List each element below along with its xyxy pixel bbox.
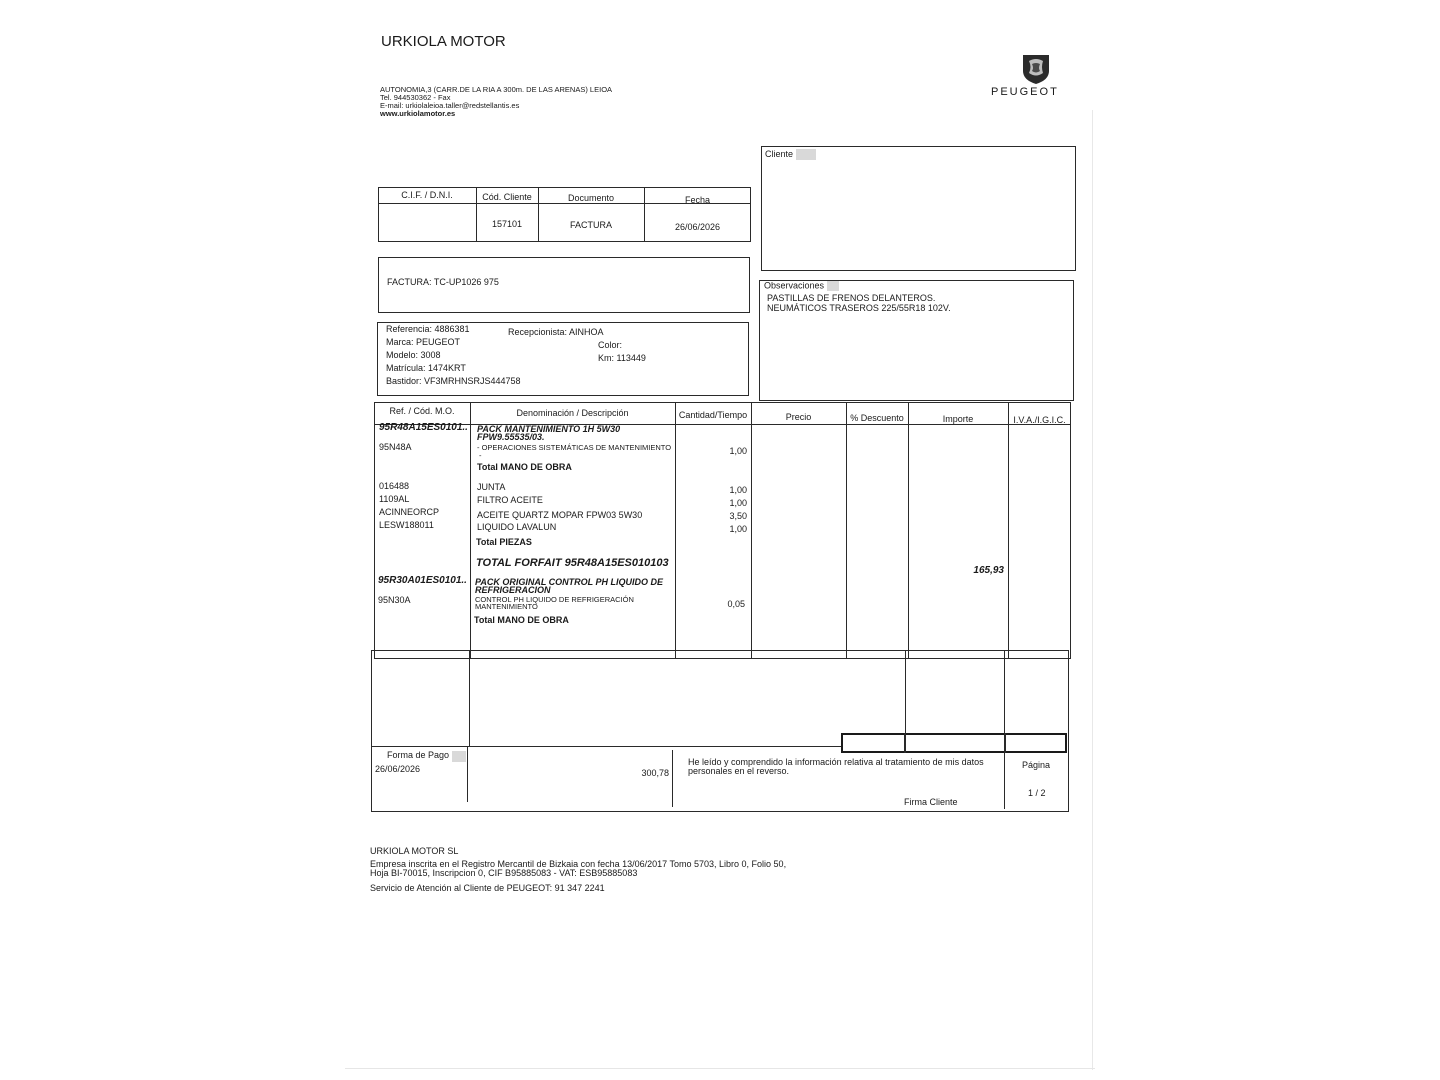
page-value: 1 / 2 bbox=[1028, 788, 1046, 798]
part-3-qty: 3,50 bbox=[729, 511, 747, 521]
col-descripcion: Denominación / Descripción bbox=[516, 408, 629, 418]
header-cif: C.I.F. / D.N.I. bbox=[401, 190, 453, 200]
lines-col-sep-6 bbox=[1008, 402, 1009, 659]
page-edge-bottom bbox=[345, 1068, 1095, 1069]
brand-name: PEUGEOT bbox=[991, 86, 1059, 98]
privacy-text-1: He leído y comprendido la información relativa al tratamiento de mis datos bbox=[688, 757, 984, 767]
total-forfait: TOTAL FORFAIT 95R48A15ES010103 bbox=[476, 557, 669, 569]
part-1-qty: 1,00 bbox=[729, 485, 747, 495]
legal-line-2: Hoja BI-70015, Inscripcion 0, CIF B95885083 - VAT: ESB95885083 bbox=[370, 868, 638, 878]
client-label bbox=[765, 149, 816, 160]
part-1-desc: JUNTA bbox=[477, 482, 506, 492]
total-mo1: Total MANO DE OBRA bbox=[477, 462, 572, 472]
payment-amount: 300,78 bbox=[641, 768, 669, 778]
payment-col-sep-2 bbox=[672, 750, 673, 807]
observations-line-2: NEUMÁTICOS TRASEROS 225/55R18 102V. bbox=[767, 303, 951, 313]
pack1-title-1: PACK MANTENIMIENTO 1H 5W30 bbox=[477, 424, 621, 434]
totals-box bbox=[371, 650, 1069, 812]
col-precio: Precio bbox=[785, 412, 812, 422]
mo1-desc2: - bbox=[479, 451, 482, 460]
invoice-number: FACTURA: TC-UP1026 975 bbox=[387, 277, 499, 287]
signature-label: Firma Cliente bbox=[904, 797, 958, 807]
pack1-ref: 95R48A15ES0101.. bbox=[379, 422, 468, 433]
lines-col-sep-4 bbox=[846, 402, 847, 659]
col-cantidad: Cantidad/Tiempo bbox=[678, 410, 748, 420]
value-documento: FACTURA bbox=[569, 220, 612, 230]
pack2-title-2: REFRIGERACION bbox=[475, 585, 551, 595]
part-4-qty: 1,00 bbox=[729, 524, 747, 534]
part-4-ref: LESW188011 bbox=[379, 520, 434, 530]
payment-divider bbox=[371, 746, 841, 747]
col-iva: I.V.A./I.G.I.C. bbox=[1013, 415, 1066, 425]
pack2-title-1: PACK ORIGINAL CONTROL PH LIQUIDO DE bbox=[475, 577, 664, 587]
totals-col-sep-2 bbox=[905, 650, 906, 746]
forfait-amount: 165,93 bbox=[973, 565, 1004, 576]
observations-label bbox=[764, 281, 839, 291]
redacted-block bbox=[452, 751, 466, 762]
lines-col-sep-2 bbox=[675, 402, 676, 659]
legal-company: URKIOLA MOTOR SL bbox=[370, 846, 459, 856]
mo1-ref: 95N48A bbox=[379, 442, 412, 452]
page-col-sep bbox=[1004, 753, 1005, 809]
vehicle-bastidor: Bastidor: VF3MRHNSRJS444758 bbox=[386, 376, 521, 386]
header-documento: Documento bbox=[567, 193, 615, 203]
header-cod-cliente: Cód. Cliente bbox=[482, 192, 532, 202]
vehicle-modelo: Modelo: 3008 bbox=[386, 350, 441, 360]
col-descuento: % Descuento bbox=[850, 413, 904, 423]
mo2-ref: 95N30A bbox=[378, 595, 411, 605]
lines-col-sep-3 bbox=[751, 402, 752, 659]
company-phone: Tel. 944530362 - Fax bbox=[380, 93, 451, 102]
mo2-desc2: MANTENIMIENTO bbox=[475, 602, 538, 611]
company-web: www.urkiolamotor.es bbox=[380, 109, 456, 118]
vehicle-matricula: Matrícula: 1474KRT bbox=[386, 363, 466, 373]
company-name: URKIOLA MOTOR bbox=[381, 33, 506, 50]
payment-date: 26/06/2026 bbox=[375, 764, 421, 774]
part-2-qty: 1,00 bbox=[729, 498, 747, 508]
lion-shield-icon bbox=[1019, 51, 1053, 85]
pack1-title-2: FPW9.55535/03. bbox=[477, 432, 545, 442]
totals-col-sep-3 bbox=[1004, 650, 1005, 746]
vehicle-referencia: Referencia: 4886381 bbox=[386, 324, 470, 334]
redacted-block bbox=[796, 149, 816, 160]
mo1-qty: 1,00 bbox=[729, 446, 747, 456]
observations-line-1: PASTILLAS DE FRENOS DELANTEROS. bbox=[767, 293, 936, 303]
pack2-ref: 95R30A01ES0101.. bbox=[378, 575, 467, 586]
vehicle-color: Color: bbox=[598, 340, 623, 350]
page-label: Página bbox=[1022, 760, 1051, 770]
client-label-text: Cliente bbox=[765, 148, 794, 159]
lines-col-sep-5 bbox=[908, 402, 909, 659]
vehicle-recepcionista: Recepcionista: AINHOA bbox=[508, 327, 604, 337]
vehicle-km: Km: 113449 bbox=[598, 353, 646, 363]
lines-col-sep-1 bbox=[470, 402, 471, 659]
totals-cells-sep-1 bbox=[904, 733, 906, 753]
part-2-ref: 1109AL bbox=[379, 494, 410, 504]
part-4-desc: LIQUIDO LAVALUN bbox=[477, 522, 557, 532]
privacy-text-2: personales en el reverso. bbox=[688, 766, 790, 776]
totals-cells bbox=[841, 733, 1067, 753]
vehicle-marca: Marca: PEUGEOT bbox=[386, 337, 461, 347]
part-3-ref: ACINNEORCP bbox=[379, 507, 440, 517]
header-fecha: Fecha bbox=[684, 195, 710, 205]
legal-line-1: Empresa inscrita en el Registro Mercantil de Bizkaia con fecha 13/06/2017 Tomo 5703, Libro 0, Folio 50, bbox=[370, 859, 787, 869]
total-mo2: Total MANO DE OBRA bbox=[474, 615, 569, 625]
client-box bbox=[761, 146, 1076, 271]
payment-label: Forma de Pago bbox=[387, 750, 450, 760]
value-cod-cliente: 157101 bbox=[491, 219, 523, 229]
legal-service: Servicio de Atención al Cliente de PEUGEOT: 91 347 2241 bbox=[370, 883, 605, 893]
mo1-desc: - OPERACIONES SISTEMÁTICAS DE MANTENIMIENTO bbox=[477, 443, 672, 452]
mo2-qty: 0,05 bbox=[727, 599, 745, 609]
company-address: AUTONOMIA,3 (CARR.DE LA RIA A 300m. DE LAS ARENAS) LEIOA bbox=[380, 85, 613, 94]
page-edge-right bbox=[1092, 110, 1093, 1070]
redacted-block bbox=[827, 281, 839, 291]
observations-label-text: Observaciones bbox=[764, 280, 825, 291]
payment-col-sep-1 bbox=[467, 746, 468, 802]
totals-col-sep-1 bbox=[469, 650, 470, 746]
company-email: E-mail: urkiolaleioa.taller@redstellantis.es bbox=[380, 101, 520, 110]
part-1-ref: 016488 bbox=[379, 481, 410, 491]
part-3-desc: ACEITE QUARTZ MOPAR FPW03 5W30 bbox=[477, 510, 643, 520]
mo2-desc: CONTROL PH LIQUIDO DE REFRIGERACIÓN bbox=[475, 595, 634, 604]
totals-cells-sep-2 bbox=[1004, 733, 1006, 753]
part-2-desc: FILTRO ACEITE bbox=[477, 495, 543, 505]
col-importe: Importe bbox=[942, 414, 974, 424]
value-fecha: 26/06/2026 bbox=[674, 222, 721, 232]
total-piezas: Total PIEZAS bbox=[476, 537, 532, 547]
col-ref: Ref. / Cód. M.O. bbox=[389, 406, 455, 416]
peugeot-logo bbox=[1019, 51, 1053, 85]
